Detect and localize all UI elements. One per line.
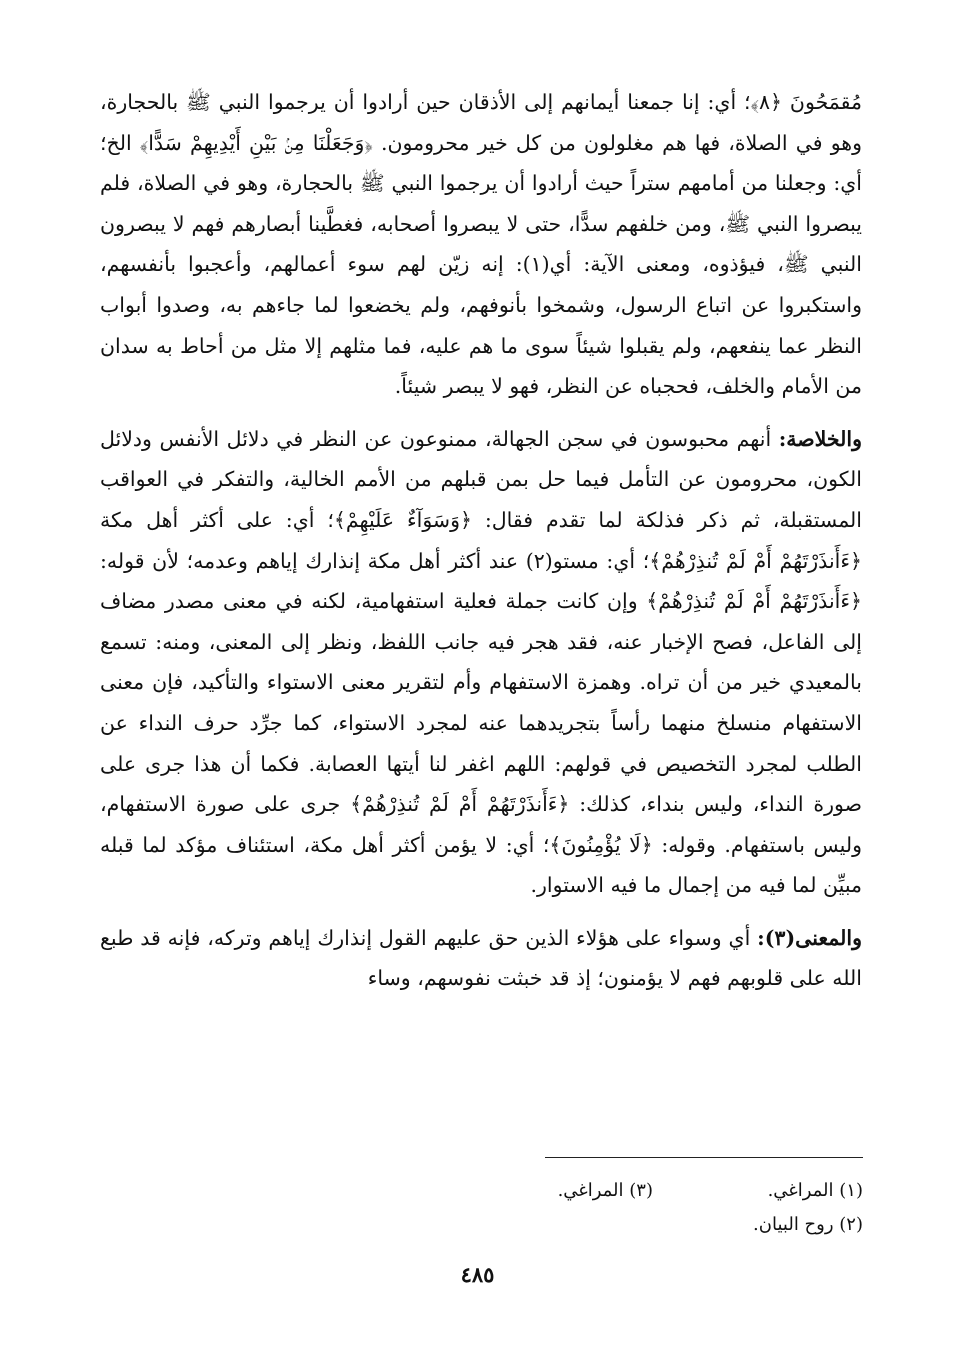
page-number: ٤٨٥ (460, 1262, 495, 1287)
paragraph-3-text: أي وسواء على هؤلاء الذين حق عليهم القول إنذارك إياهم وتركه، فإنه قد طبع الله على قلوبهم فهم لا يؤمنون؛ إذ قد خبثت نفوسهم، وساء (100, 925, 862, 991)
paragraph-3-lead: والمعنى(٣): (757, 925, 862, 950)
paragraph-3 (100, 918, 862, 999)
footnote-1: (١) المراغي. (767, 1180, 863, 1201)
paragraph-2 (100, 419, 862, 906)
paragraph-1 (100, 82, 862, 407)
footnotes (300, 1174, 863, 1242)
paragraph-2-lead: والخلاصة: (778, 426, 862, 451)
footnote-row-1 (300, 1174, 863, 1208)
footnote-separator (545, 1157, 863, 1158)
footnote-row-2 (300, 1208, 863, 1242)
footnote-2: (٢) روح البيان. (753, 1214, 863, 1235)
paragraph-1-text: مُقمَحُونَ ﴿٨﴾؛ أي: إنا جمعنا أيمانهم إلى الأذقان حين أرادوا أن يرجموا النبي ﷺ بالحجارة، وهو في الصلاة، فها هم مغلولون من كل خير محرومون. ﴿وَجَعَلْنَا مِنۢ بَيْنِ أَيْدِيهِمْ سَدًّا﴾ الخ؛ أي: وجعلنا من أمامهم ستراً حيث أرادوا أن يرجموا النبي ﷺ بالحجارة، وهو في الصلاة، فلم يبصروا النبي ﷺ، ومن خلفهم سدًّا، حتى لا يبصروا أصحابه، فغطَّينا أبصارهم فهم لا يبصرون النبي ﷺ، فيؤذوه، ومعنى الآية: أي(١): إنه زيّن لهم سوء أعمالهم، وأعجبوا بأنفسهم، واستكبروا عن اتباع الرسول، وشمخوا بأنوفهم، ولم يخضعوا لما جاءهم به، وصدوا أبواب النظر عما ينفعهم، ولم يقبلوا شيئاً سوى ما هم عليه، فما مثلهم إلا مثل من أحاط به سدان من الأمام والخلف، فحجباه عن النظر، فهو لا يبصر شيئاً. (100, 90, 862, 399)
paragraph-2-text: أنهم محبوسون في سجن الجهالة، ممنوعون عن النظر في دلائل الأنفس ودلائل الكون، محرومون عن التأمل فيما حل بمن قبلهم من الأمم الخالية، والتفكر في العواقب المستقبلة، ثم ذكر فذلكة لما تقدم فقال: ﴿وَسَوَآءٌ عَلَيْهِمْ﴾؛ أي: على أكثر أهل مكة ﴿ءَأَنذَرْتَهُمْ أَمْ لَمْ تُنذِرْهُمْ﴾؛ أي: مستو(٢) عند أكثر أهل مكة إنذارك إياهم وعدمه؛ لأن قوله: ﴿ءَأَنذَرْتَهُمْ أَمْ لَمْ تُنذِرْهُمْ﴾ وإن كانت جملة فعلية استفهامية، لكنه في معنى مصدر مضاف إلى الفاعل، فصح الإخبار عنه، فقد هجر فيه جانب اللفظ، ونظر إلى المعنى، ومنه: تسمع بالمعيدي خير من أن تراه. وهمزة الاستفهام وأم لتقرير معنى الاستواء والتأكيد، فإن معنى الاستفهام منسلخ منهما رأساً بتجريدهما عنه لمجرد الاستواء، كما جرِّد حرف النداء عن الطلب لمجرد التخصيص في قولهم: اللهم اغفر لنا أيتها العصابة. فكما أن هذا جرى على صورة النداء، وليس بنداء، كذلك: ﴿ءَأَنذَرْتَهُمْ أَمْ لَمْ تُنذِرْهُمْ﴾ جرى على صورة الاستفهام، وليس باستفهام. وقوله: ﴿لَا يُؤْمِنُونَ﴾؛ أي: لا يؤمن أكثر أهل مكة، استئناف مؤكد لما قبله مبيِّن لما فيه من إجمال ما فيه الاستوار. (100, 426, 862, 898)
main-text (100, 82, 862, 999)
footnote-3: (٣) المراغي. (557, 1180, 653, 1201)
